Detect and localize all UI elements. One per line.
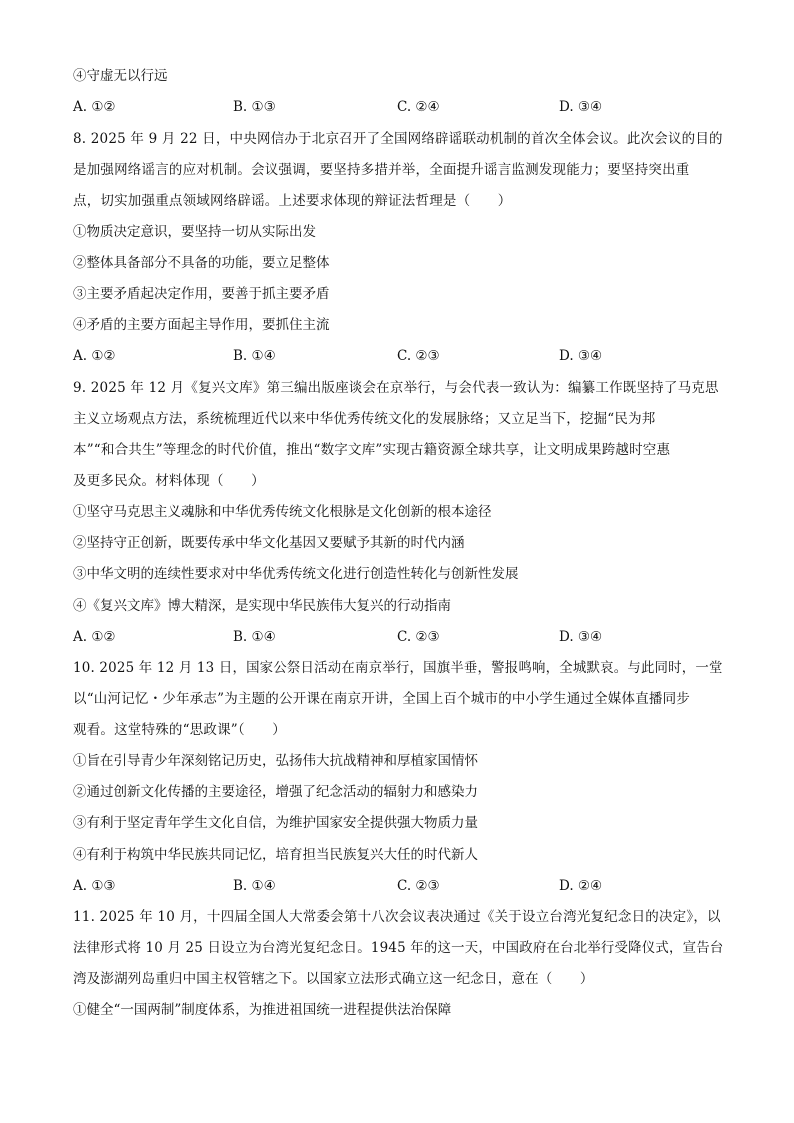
statement: ④《复兴文库》博大精深，是实现中华民族伟大复兴的行动指南 (73, 598, 451, 614)
statement: ①旨在引导青少年深刻铭记历史，弘扬伟大抗战精神和厚植家国情怀 (73, 753, 478, 769)
option-c[interactable]: C. ②③ (397, 629, 440, 645)
option-d[interactable]: D. ③④ (559, 99, 603, 115)
option-a[interactable]: A. ①② (73, 99, 116, 115)
statement: ③主要矛盾起决定作用，要善于抓主要矛盾 (73, 286, 330, 302)
options-row (73, 97, 723, 117)
statement: ④守虚无以行远 (73, 68, 168, 84)
option-b[interactable]: B. ①④ (233, 629, 276, 645)
statement: ②通过创新文化传播的主要途径，增强了纪念活动的辐射力和感染力 (73, 784, 478, 800)
question-9-stem-line: 主义立场观点方法，系统梳理近代以来中华优秀传统文化的发展脉络；又立足当下，挖掘“民为邦 (73, 411, 656, 427)
option-c[interactable]: C. ②④ (397, 99, 440, 115)
question-8-stem-line: 8. 2025 年 9 月 22 日，中央网信办于北京召开了全国网络辟谣联动机制的首次全体会议。此次会议的目的 (73, 131, 723, 147)
question-9-stem-line: 及更多民众。材料体现（ ） (73, 473, 265, 489)
option-a[interactable]: A. ①③ (73, 878, 116, 894)
statement: ③中华文明的连续性要求对中华优秀传统文化进行创造性转化与创新性发展 (73, 566, 519, 582)
question-8-stem-line: 是加强网络谣言的应对机制。会议强调，要坚持多措并举，全面提升谣言监测发现能力；要坚持突出重 (73, 162, 690, 178)
question-10-stem-line: 以“山河记忆・少年承志”为主题的公开课在南京开讲，全国上百个城市的中小学生通过全媒体直播同步 (73, 691, 691, 707)
option-b[interactable]: B. ①④ (233, 348, 276, 364)
option-d[interactable]: D. ③④ (559, 629, 603, 645)
question-11-stem-line: 法律形式将 10 月 25 日设立为台湾光复纪念日。1945 年的这一天，中国政府在台北举行受降仪式，宣告台 (73, 940, 724, 956)
option-a[interactable]: A. ①② (73, 629, 116, 645)
question-9-stem-line: 9. 2025 年 12 月《复兴文库》第三编出版座谈会在京举行，与会代表一致认为：编纂工作既坚持了马克思 (73, 380, 719, 396)
option-d[interactable]: D. ③④ (559, 348, 603, 364)
options-row (73, 876, 723, 896)
statement: ①坚守马克思主义魂脉和中华优秀传统文化根脉是文化创新的根本途径 (73, 504, 492, 520)
statement: ③有利于坚定青年学生文化自信，为维护国家安全提供强大物质力量 (73, 815, 478, 831)
options-row (73, 627, 723, 647)
question-10-stem-line: 10. 2025 年 12 月 13 日，国家公祭日活动在南京举行，国旗半垂，警报鸣响，全城默哀。与此同时，一堂 (73, 660, 723, 676)
statement: ②坚持守正创新，既要传承中华文化基因又要赋予其新的时代内涵 (73, 535, 465, 551)
question-8-stem-line: 点，切实加强重点领域网络辟谣。上述要求体现的辩证法哲理是（ ） (73, 193, 512, 209)
question-10-stem-line: 观看。这堂特殊的“思政课”（ ） (73, 722, 286, 738)
option-b[interactable]: B. ①④ (233, 878, 276, 894)
option-c[interactable]: C. ②③ (397, 348, 440, 364)
option-d[interactable]: D. ②④ (559, 878, 603, 894)
statement: ④矛盾的主要方面起主导作用，要抓住主流 (73, 317, 330, 333)
option-c[interactable]: C. ②③ (397, 878, 440, 894)
option-a[interactable]: A. ①② (73, 348, 116, 364)
statement: ④有利于构筑中华民族共同记忆，培育担当民族复兴大任的时代新人 (73, 847, 478, 863)
statement: ①健全“一国两制”制度体系，为推进祖国统一进程提供法治保障 (73, 1002, 452, 1018)
option-b[interactable]: B. ①③ (233, 99, 276, 115)
question-11-stem-line: 湾及澎湖列岛重归中国主权管辖之下。以国家立法形式确立这一纪念日，意在（ ） (73, 971, 594, 987)
statement: ①物质决定意识，要坚持一切从实际出发 (73, 224, 316, 240)
question-11-stem-line: 11. 2025 年 10 月，十四届全国人大常委会第十八次会议表决通过《关于设立台湾光复纪念日的决定》，以 (73, 909, 721, 925)
statement: ②整体具备部分不具备的功能，要立足整体 (73, 255, 330, 271)
options-row (73, 346, 723, 366)
question-9-stem-line: 本”“和合共生”等理念的时代价值，推出“数字文库”实现古籍资源全球共享，让文明成果跨越时空惠 (73, 442, 671, 458)
